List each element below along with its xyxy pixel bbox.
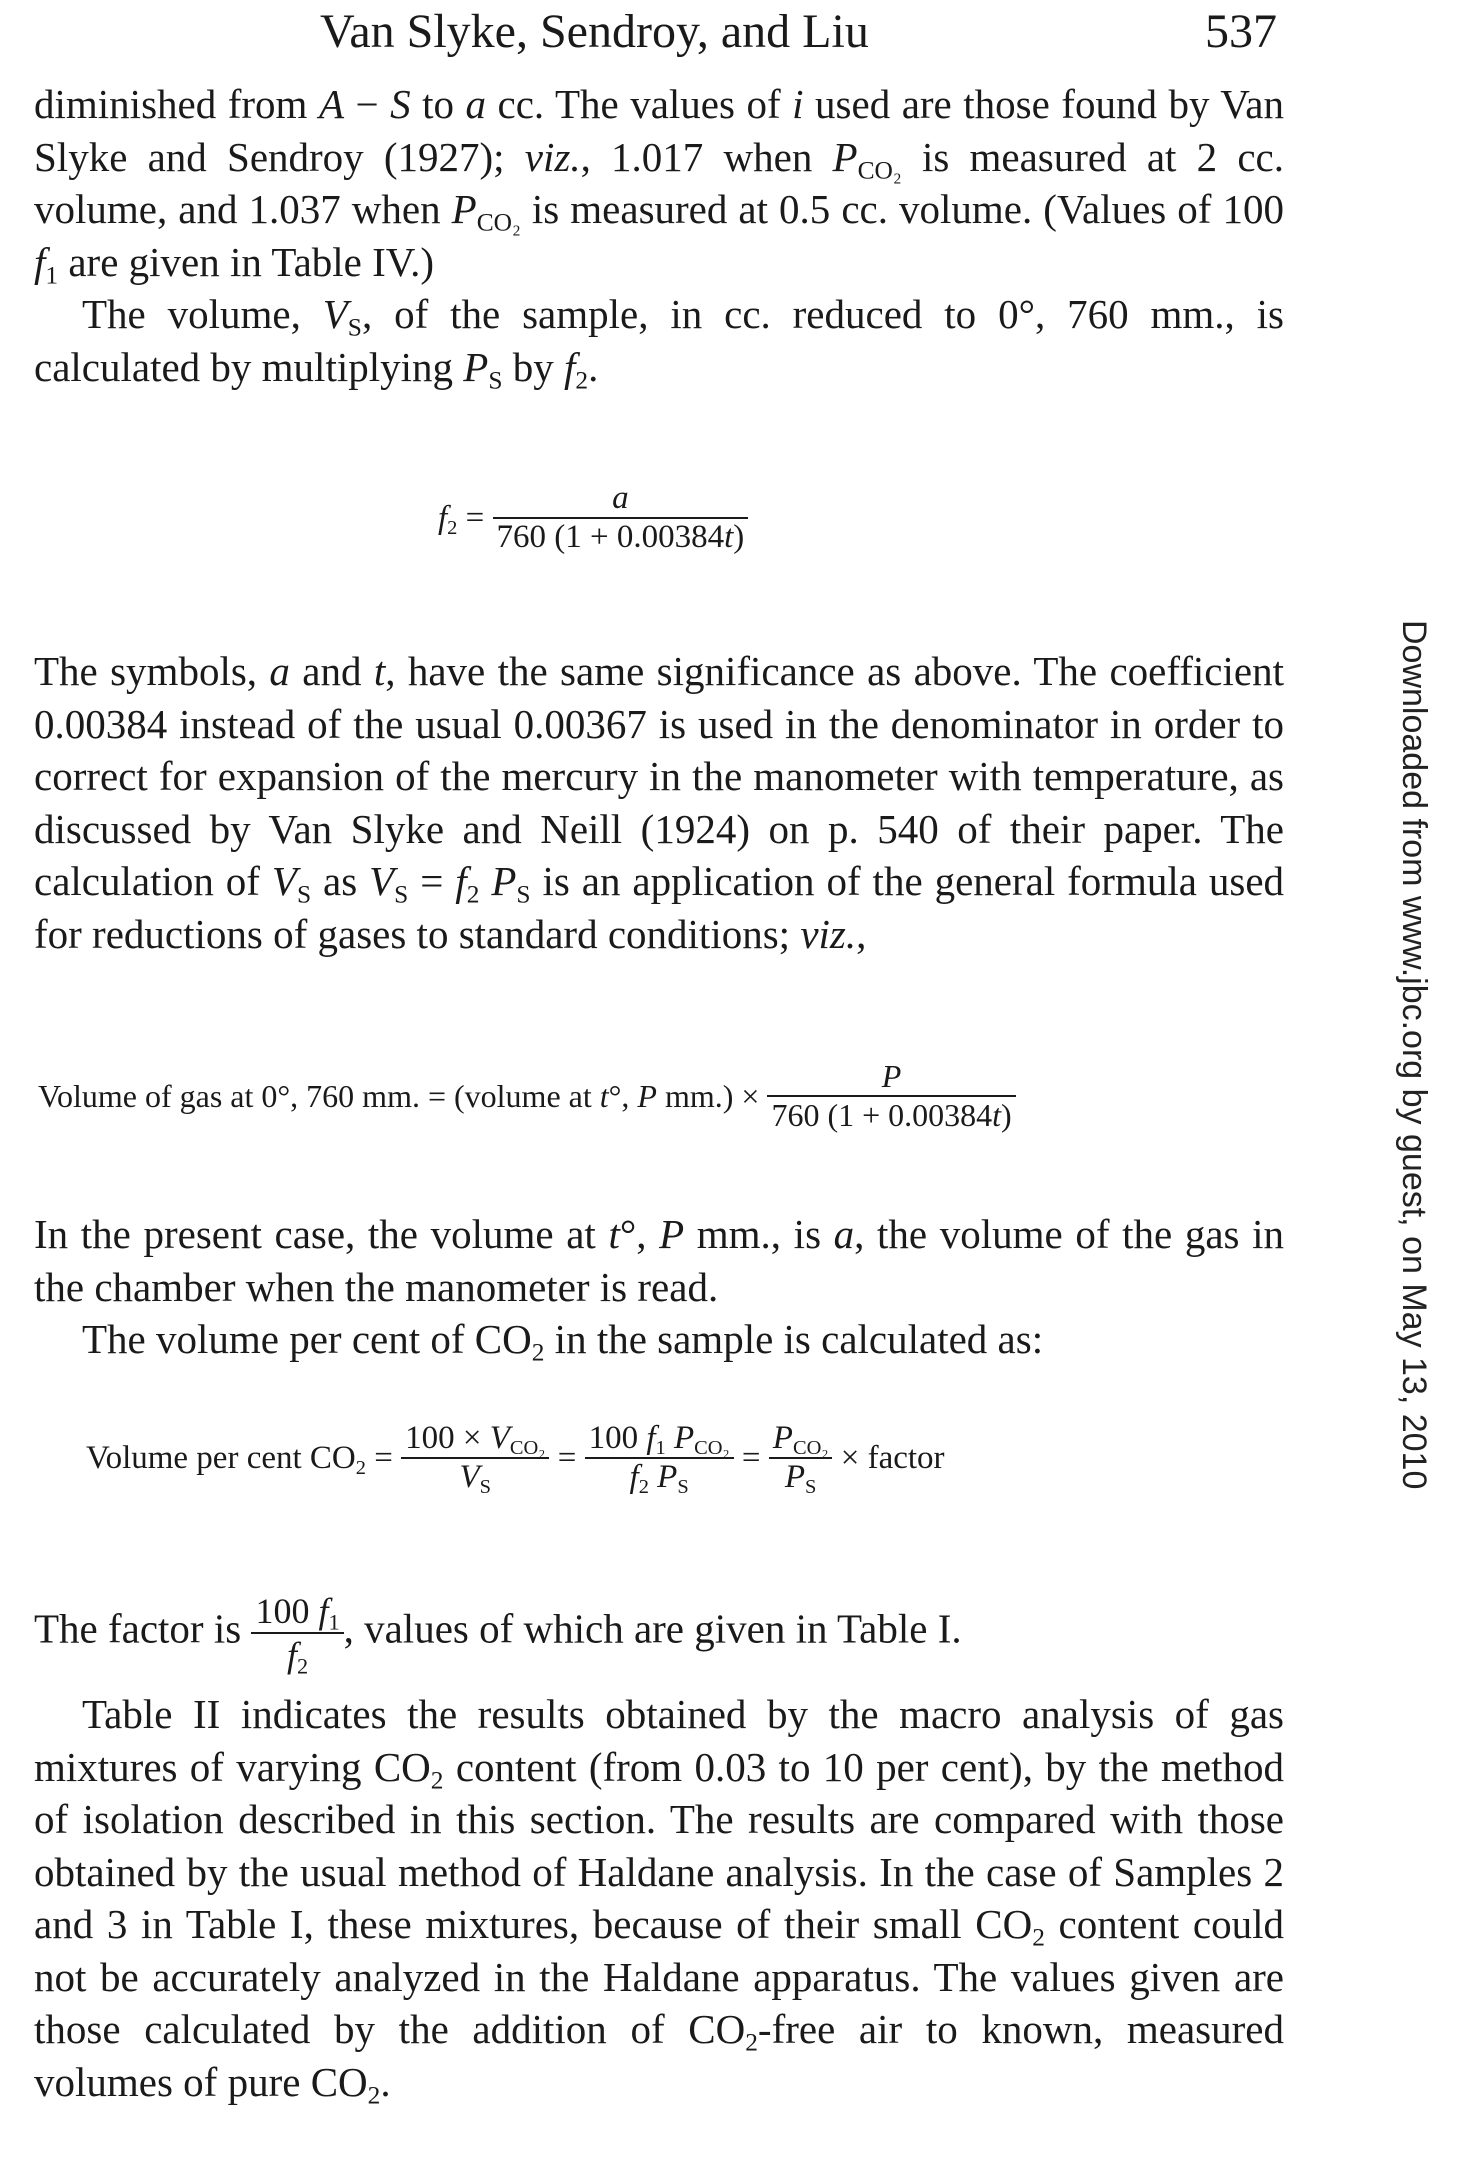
fraction-pco2-over-ps: $\frac{100 f_1 P_{CO_2}}{f_2 P_S}$ [585,1420,734,1496]
paragraph-3: The symbols, a and t, have the same significance as above. The coefficient 0.00384 instead of the usual 0.00367 is used in the denominator in order to correct for expansion of the mercury in the manometer with temperature, as discussed by Van Slyke and Neill (1924) on p. 540 of their paper. The calculation of $V_S$ as $V_S = f_2$ $P_S$ is an application of the general formula used for reductions of gases to standard conditions; viz., [34,648,1285,957]
fraction-vco2-over-vs: $\frac{100 \times V_{CO_2}}{V_S}$ [401,1420,549,1496]
paragraph-2: The volume, $V_S$, of the sample, in cc. reduced to 0°, 760 mm., is calculated by multiplying $P_S$ by $f_2$. [34,291,1284,395]
fraction-gas-correction: $\frac{P}{760 (1 + 0.00384t)}$ [767,1058,1015,1134]
fraction-factor: $\frac{100 f_1}{f_2}$ [251,1590,343,1676]
paragraph-7: Table II indicates the results obtained by the macro analysis of gas mixtures of varying $CO_2$ content (from 0.03 to 10 per cent), by the method of isolation described in this section. The results are compared with those obtained by the usual method of Haldane analysis. In the case of Samples 2 and 3 in Table I, these mixtures, because of their small $CO_2$ content could not be accurately analyzed in the Haldane apparatus. The values given are those calculated by the addition of $CO_2$-free air to known, measured volumes of pure $CO_2$. [34,1691,1284,2110]
paragraph-5: The volume per cent of $CO_2$ in the sample is calculated as: [82,1316,1044,1367]
equation-f2: $f_2$ = $\frac{a}{760 (1 + 0.00384t)}$ [438,480,748,556]
paragraph-1: diminished from A − S to a cc. The values of i used are those found by Van Slyke and Sendroy (1927); viz., 1.017 when $P_{CO_2}$ is measured at 2 cc. volume, and 1.037 when $P_{CO_2}$ is measured at 0.5 cc. volume. (Values of 100 $f_1$ are given in Table IV.) [34,81,1284,290]
fraction-pco2-ps-short: $\frac{P_{CO_2}}{P_S}$ [769,1420,833,1496]
paragraph-6: The factor is $\frac{100 f_1}{f_2}$ , values of which are given in Table I. [34,1591,962,1679]
equation-gas-volume: Volume of gas at 0°, 760 mm. = (volume at t°, P mm.) × $\frac{P}{760 (1 + 0.00384t)}$ [38,1058,1016,1134]
paragraph-4: In the present case, the volume at t°, P mm., is a, the volume of the gas in the chamber when the manometer is read. [34,1211,1284,1310]
equation-volume-percent: Volume per cent $CO_2$ = $\frac{100 \times V_{CO_2}}{V_S}$ = $\frac{100 f_1 P_{CO_2}}{f_2 P_S}$ = $\frac{P_{CO_2}}{P_S}$ × factor [86,1420,945,1499]
download-watermark: Downloaded from www.jbc.org by guest, on May 13, 2010 [1395,620,1433,1490]
fraction-f2: $\frac{a}{760 (1 + 0.00384t)}$ [493,480,749,556]
page-number: 537 [1205,5,1277,58]
page-header [0,0,1483,70]
running-title: Van Slyke, Sendroy, and Liu [320,5,869,58]
